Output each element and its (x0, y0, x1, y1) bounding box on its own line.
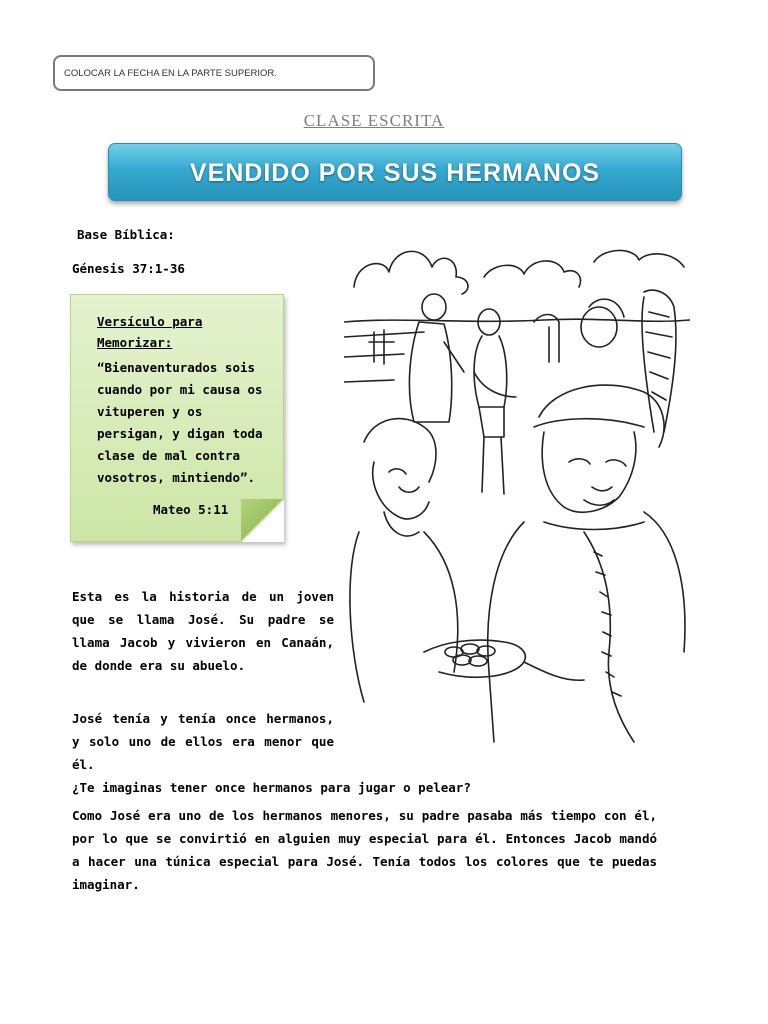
verse-heading (97, 311, 202, 353)
story-paragraph-4: Como José era uno de los hermanos menores, su padre pasaba más tiempo con él, por lo que se convirtió en alguien muy especial para él. Entonces Jacob mandó a hacer una túnica especial para José. Tenía todos los colores que te puedas imaginar. (72, 808, 657, 892)
date-instruction-text: COLOCAR LA FECHA EN LA PARTE SUPERIOR. (64, 68, 277, 79)
verse-heading-line1: Versículo para (97, 314, 203, 329)
page-title: VENDIDO POR SUS HERMANOS (108, 143, 682, 201)
verse-heading-line2: Memorizar: (97, 335, 173, 350)
verse-note-box (70, 294, 284, 542)
class-label: CLASE ESCRITA (303, 111, 445, 130)
joseph-brothers-illustration (344, 232, 690, 748)
cloud-left (354, 251, 468, 294)
date-instruction-box (53, 55, 375, 91)
verse-quote: “Bienaventurados sois cuando por mi causa os vituperen y os persigan, y digan toda clase de mal contra vosotros, mintiendo”. (97, 360, 263, 485)
cloud-middle (484, 261, 581, 287)
story-paragraph-2: José tenía y tenía once hermanos, y solo uno de ellos era menor que él. (72, 711, 334, 772)
base-reference: Génesis 37:1-36 (72, 261, 185, 276)
story-paragraph-3: ¿Te imaginas tener once hermanos para jugar o pelear? (72, 780, 471, 795)
page-curl-corner (242, 500, 284, 542)
verse-citation: Mateo 5:11 (153, 502, 229, 517)
story-paragraph-1: Esta es la historia de un joven que se llama José. Su padre se llama Jacob y vivieron en Canaán, de donde era su abuelo. (72, 589, 334, 673)
cloud-right (594, 250, 684, 267)
base-label: Base Bíblica: (77, 227, 175, 242)
